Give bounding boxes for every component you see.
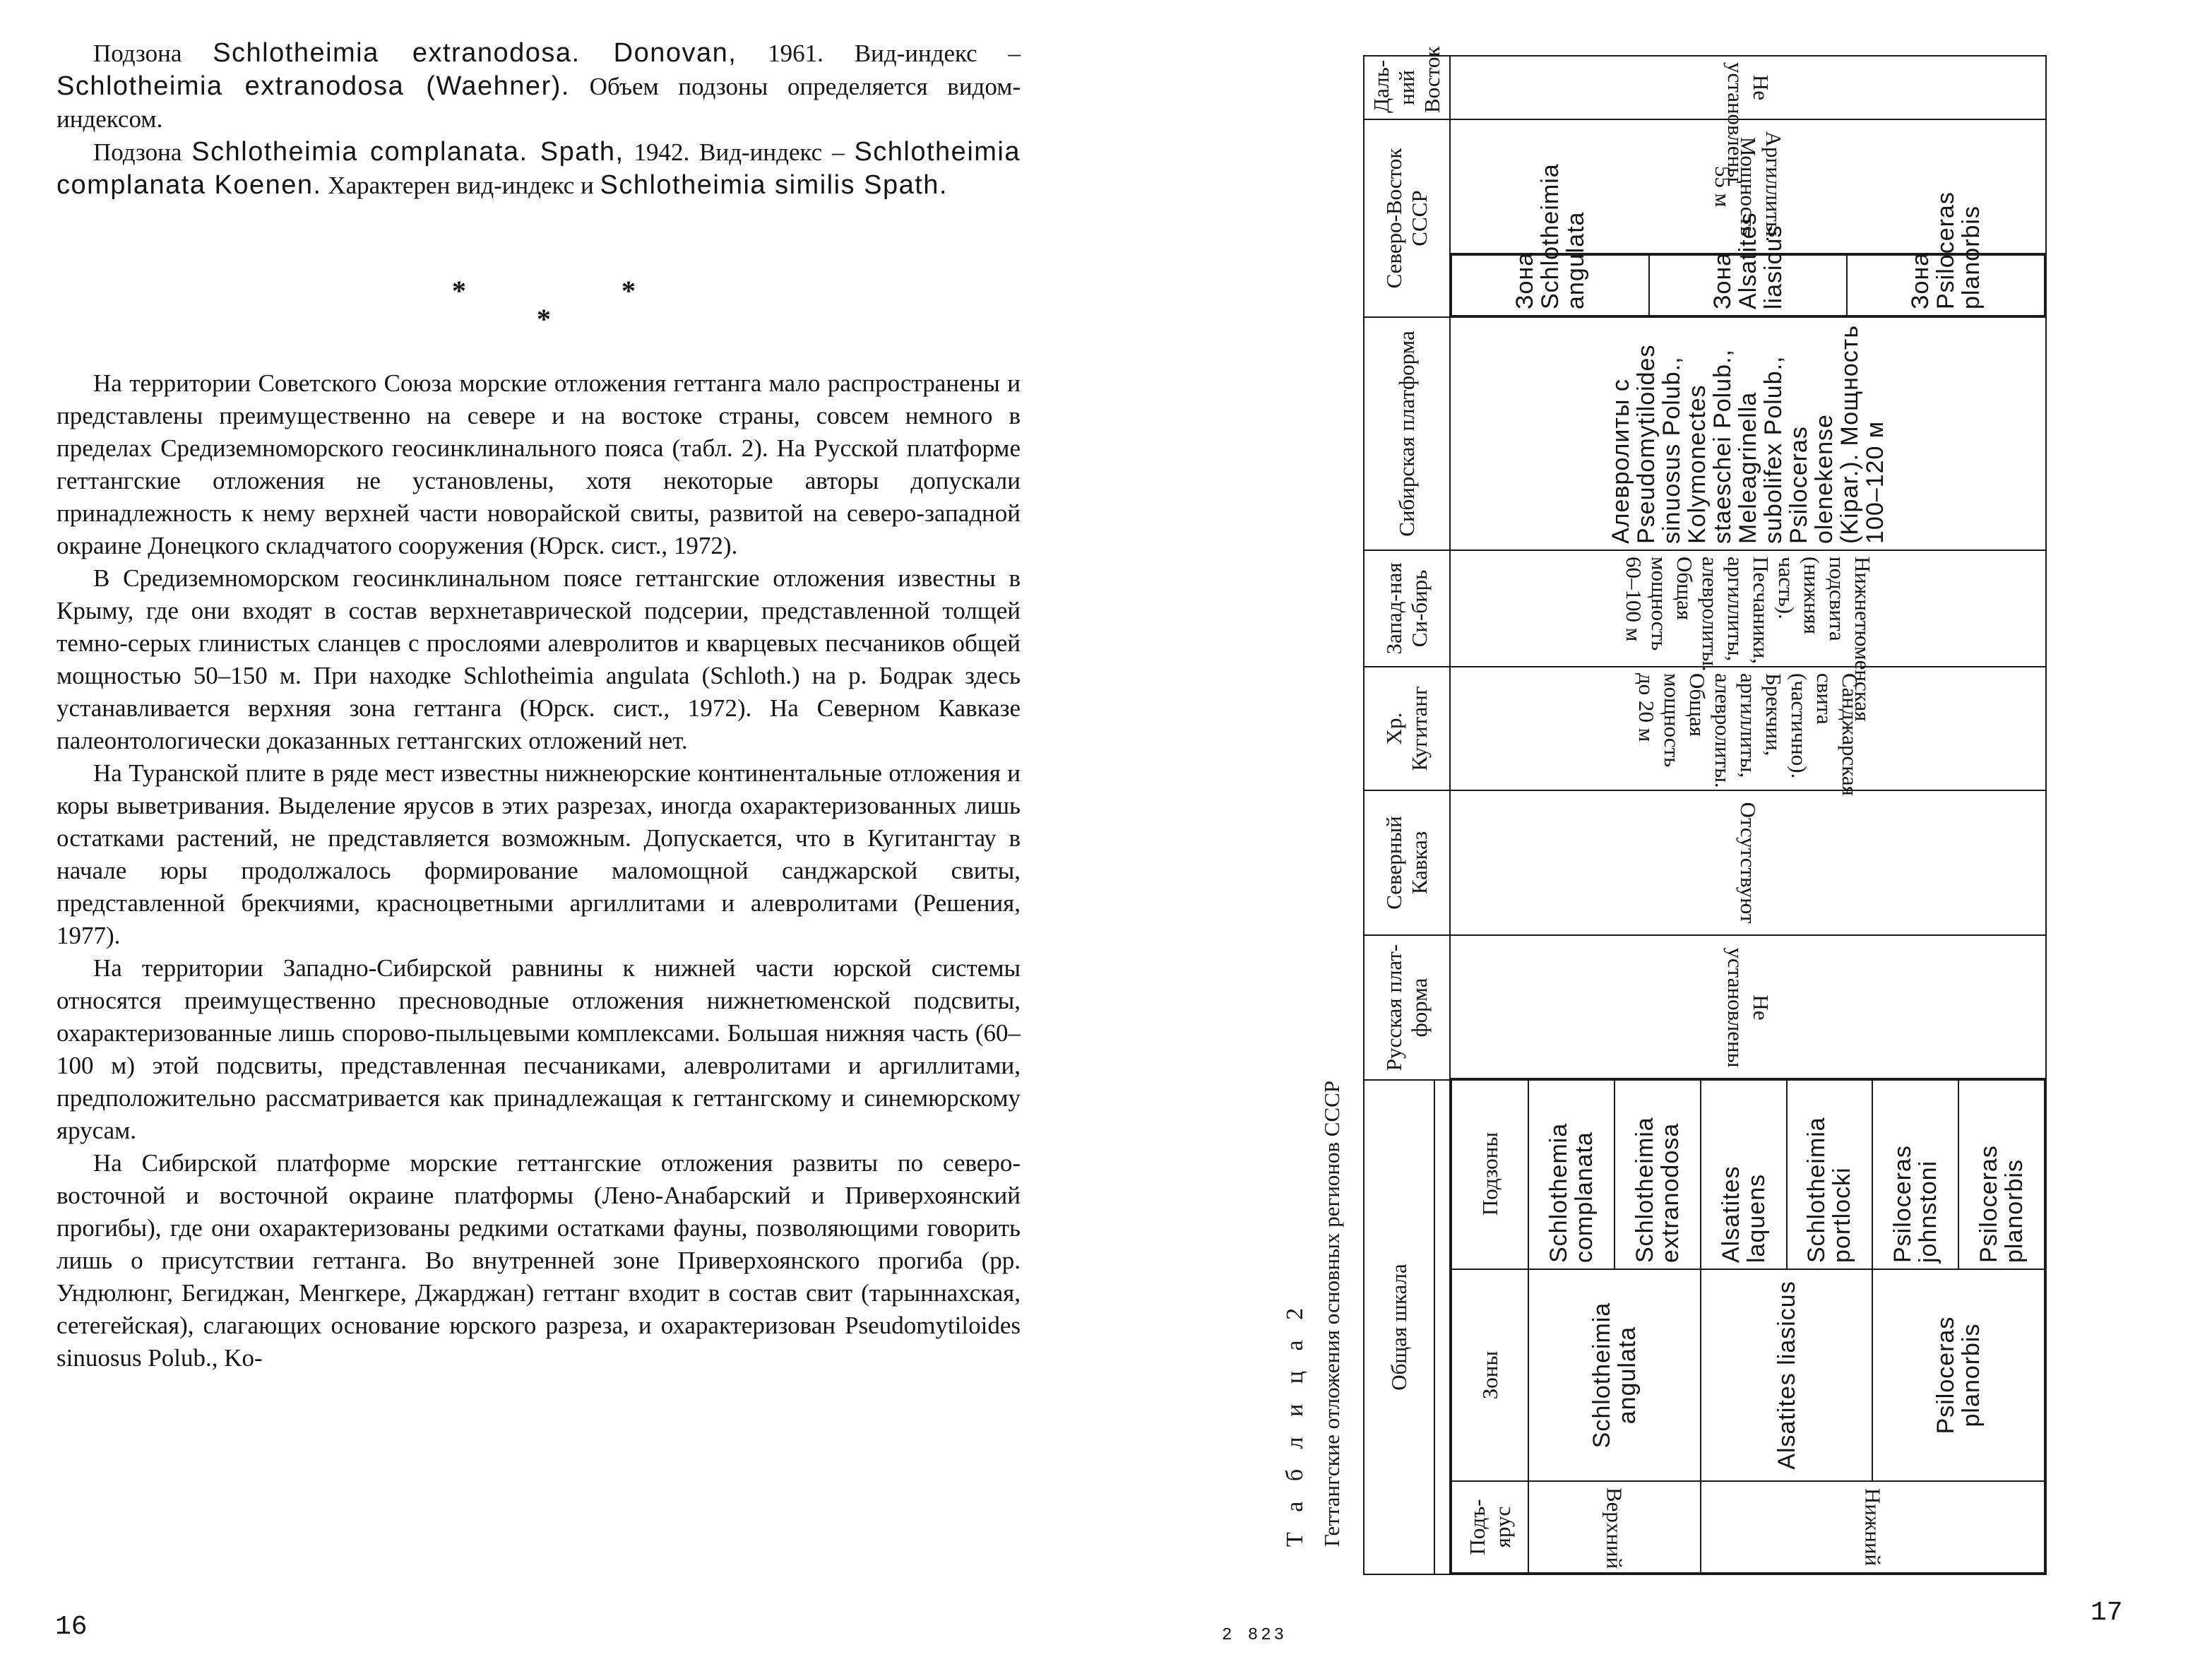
header-general-scale: Общая шкала xyxy=(1364,1080,1434,1574)
body-paragraph: На Сибирской платформе морские геттангские отложения развиты по северо-восточной и восточной окраине платформы (Лено-Анабарский и Приверхоянский прогибы), где они охарактеризованы редкими остатками фауны, позволяющими говорить лишь о присутствии геттанга. Во внутренней зоне Приверхоянского прогиба (рр. Ундюлюнг, Бегиджан, Менгкере, Джарджан) геттанг входит в состав свит (тарыннахская, сетегейская), слагающих основание юрского разреза, и охарактеризован Pseudomytiloides sinuosus Polub., Ko- xyxy=(57,1149,1021,1372)
section-divider xyxy=(424,274,706,335)
ne-zone-liasicus: Зона Alsatites liasicus xyxy=(1649,255,1847,316)
zone-schlotheimia-angulata: Schlotheimia angulata xyxy=(1528,1269,1701,1481)
header-russian-platform: Русская плат-форма xyxy=(1364,935,1450,1080)
table-caption-title: Т а б л и ц а 2 xyxy=(1282,1300,1308,1547)
asterisk: * xyxy=(452,275,466,307)
subzone-portlocki: Schlotheimia portlocki xyxy=(1787,1079,1873,1269)
north-caucasus-value: Отсутствуют xyxy=(1450,790,2046,935)
subzone-extranodosa-paragraph: Подзона Schlotheimia extranodosa. Donovan, 1961. Вид-индекс – Schlotheimia extranodosa (Waehner). Объем подзоны определяется видом-индексом. xyxy=(57,38,1021,133)
subzone-complanata: Schlothemia complanata xyxy=(1528,1079,1615,1269)
body-paragraph: На территории Советского Союза морские отложения геттанга мало распространены и представлены преимущественно на севере и на востоке страны, совсем немного в пределах Средиземноморского геосинклинального пояса (табл. 2). На Русской платформе геттангские отложения не установлены, хотя некоторые авторы допускали принадлежность к нему верхней части новорайской свиты, развитой на северо-западной окраине Донецкого складчатого сооружения (Юрск. сист., 1972). xyxy=(57,369,1021,559)
header-subzones: Подзоны xyxy=(1451,1079,1528,1269)
header-substage: Подъ-ярус xyxy=(1451,1481,1528,1573)
ne-zone-angulata: Зона Schlotheimia angulata xyxy=(1451,255,1649,316)
zone-alsatites-liasicus: Alsatites liasicus xyxy=(1701,1269,1873,1481)
header-far-east: Даль-ний Восток xyxy=(1364,56,1450,119)
subzone-planorbis: Psiloceras planorbis xyxy=(1958,1079,2045,1269)
asterisk: * xyxy=(537,303,551,335)
ne-zone-planorbis: Зона Psiloceras planorbis xyxy=(1847,255,2045,316)
kugitang-value: Санджарская свита (частично). Брекчии, аргиллиты, алевролиты. Общая мощность до 20 м xyxy=(1450,667,2046,790)
asterisk: * xyxy=(622,275,636,307)
subzone-extranodosa: Schlotheimia extranodosa xyxy=(1615,1079,1701,1269)
printer-signature: 2 823 xyxy=(1222,1626,1288,1645)
north-east-lithology: Аргиллиты. Мощность 55 м xyxy=(1450,119,2046,254)
subzone-johnstoni: Psiloceras johnstoni xyxy=(1872,1079,1958,1269)
page-number: 16 xyxy=(55,1612,88,1642)
table-caption-subtitle: Геттангские отложения основных регионов СССР xyxy=(1319,1080,1344,1547)
header-north-east: Северо-Восток СССР xyxy=(1364,119,1450,317)
subzone-laquens: Alsatites laquens xyxy=(1701,1079,1787,1269)
table-2-rotated xyxy=(1363,46,2047,1575)
header-west-siberia: Запад-ная Си-бирь xyxy=(1364,550,1450,667)
general-scale-cell xyxy=(1450,1080,2046,1574)
header-kugitang: Хр. Кугитанг xyxy=(1364,667,1450,790)
body-paragraph: На территории Западно-Сибирской равнины к нижней части юрской системы относятся преимущественно пресноводные отложения нижнетюменской подсвиты, охарактеризованные лишь спорово-пыльцевыми комплексами. Большая нижняя часть (60–100 м) этой подсвиты, представленная песчаниками, алевролитами и аргиллитами, предположительно рассматривается как принадлежащая к геттангскому и синемюрскому ярусам. xyxy=(57,954,1021,1144)
zone-psiloceras-planorbis: Psiloceras planorbis xyxy=(1872,1269,2045,1481)
substage-lower: Нижний xyxy=(1701,1481,2045,1573)
hettangian-table xyxy=(1363,46,2047,1575)
west-siberia-value: Нижнетюменская подсвита (нижняя часть). Песчаники, аргиллиты, алевролиты. Общая мощность 60–100 м xyxy=(1450,550,2046,667)
page-number: 17 xyxy=(2091,1598,2123,1628)
body-paragraph: На Туранской плите в ряде мест известны нижнеюрские континентальные отложения и коры выветривания. Выделение ярусов в этих разрезах, иногда охарактеризованных лишь остатками растений, не представляется возможным. Допускается, что в Кугитангтау в начале юры продолжалось формирование маломощной санджарской свиты, представленной брекчиями, красноцветными аргиллитами и алевролитами (Решения, 1977). xyxy=(57,759,1021,949)
subzone-complanata-paragraph: Подзона Schlotheimia complanata. Spath, 1942. Вид-индекс – Schlotheimia complanata Koenen. Характерен вид-индекс и Schlotheimia similis Spath. xyxy=(57,137,1021,200)
body-paragraph: В Средиземноморском геосинклинальном поясе геттангские отложения известны в Крыму, где они входят в состав верхнетаврической подсерии, представленной толщей темно-серых глинистых сланцев с прослоями алевролитов и кварцевых песчаников общей мощностью 50–150 м. При находке Schlotheimia angulata (Schloth.) на р. Бодрак здесь устанавливается верхняя зона геттанга (Юрск. сист., 1972). На Северном Кавказе палеонтологически доказанных геттангских отложений нет. xyxy=(57,564,1021,754)
header-north-caucasus: Северный Кавказ xyxy=(1364,790,1450,935)
far-east-value: Не установлены xyxy=(1450,56,2046,119)
header-siberian-platform: Сибирская платформа xyxy=(1364,317,1450,550)
header-zones: Зоны xyxy=(1451,1269,1528,1481)
substage-upper: Верхний xyxy=(1528,1481,1701,1573)
siberian-platform-value: Алевролиты с Pseudomytiloides sinuosus Polub., Kolymonectes staeschei Polub., Meleagrinella subolifex Polub., Psiloceras olenekense (Kipar.). Мощность 100–120 м xyxy=(1450,317,2046,550)
body-text xyxy=(57,367,1021,1374)
general-scale-subheader xyxy=(1434,1080,1450,1574)
intro-block xyxy=(57,37,1021,202)
russian-platform-value: Не установлены xyxy=(1450,935,2046,1080)
